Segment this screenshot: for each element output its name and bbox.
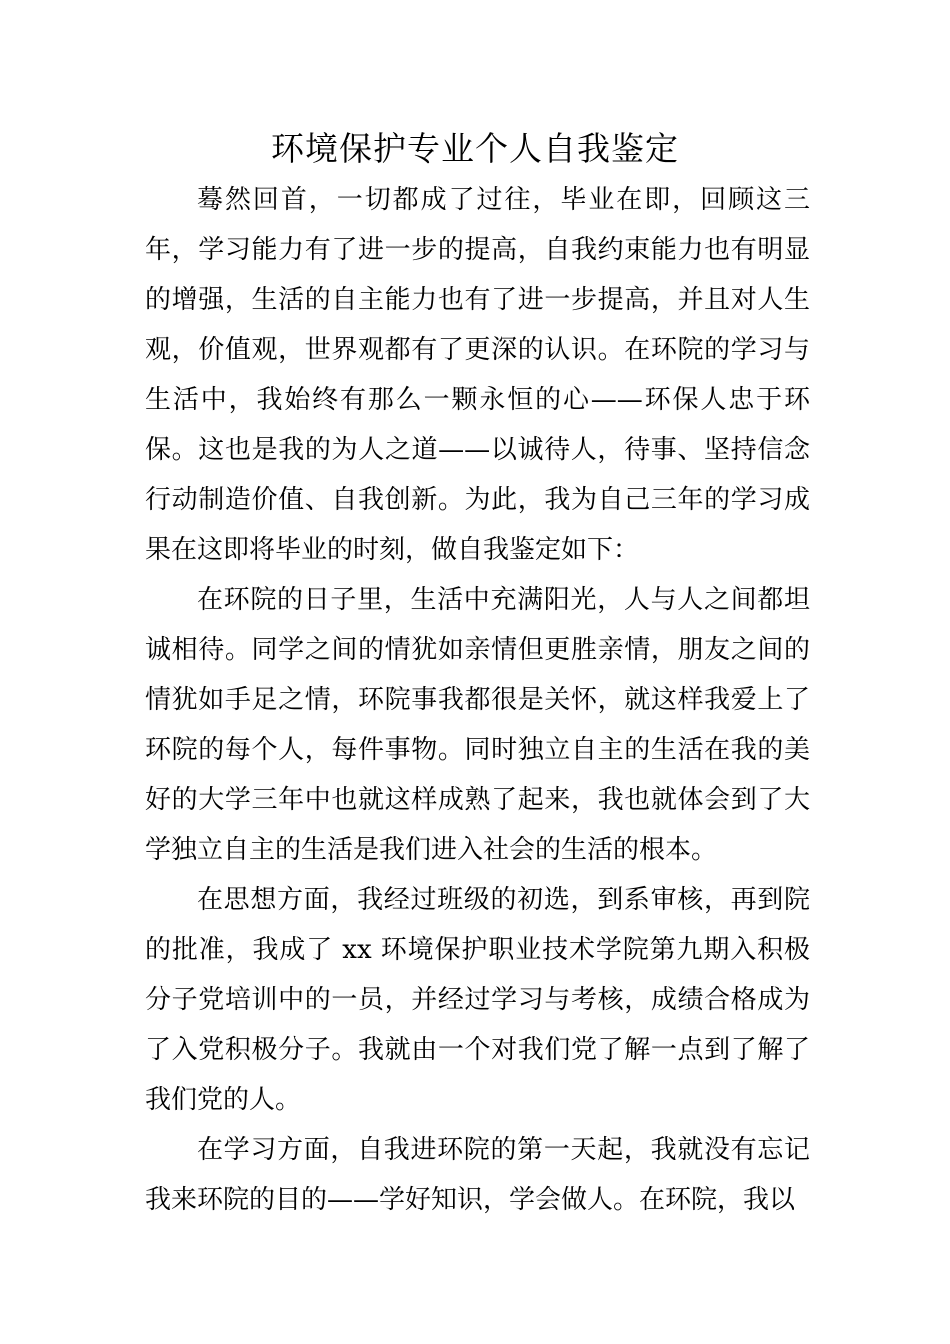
paragraph: 在学习方面，自我进环院的第一天起，我就没有忘记我来环院的目的——学好知识，学会做人。在环院，我以 [145,1135,810,1215]
paragraph: 在思想方面，我经过班级的初选，到系审核，再到院的批准，我成了 xx 环境保护职业技术学院第九期入积极分子党培训中的一员，并经过学习与考核，成绩合格成为了入党积极分子。我就由一个对我们党了解一点到了解了我们党的人。 [145,885,810,1115]
document-body [145,175,810,1225]
document-title: 环境保护专业个人自我鉴定 [271,129,679,168]
paragraph: 蓦然回首，一切都成了过往，毕业在即，回顾这三年，学习能力有了进一步的提高，自我约束能力也有明显的增强，生活的自主能力也有了进一步提高，并且对人生观，价值观，世界观都有了更深的认识。在环院的学习与生活中，我始终有那么一颗永恒的心——环保人忠于环保。这也是我的为人之道——以诚待人，待事、坚持信念行动制造价值、自我创新。为此，我为自己三年的学习成果在这即将毕业的时刻，做自我鉴定如下： [145,185,810,565]
paragraph: 在环院的日子里，生活中充满阳光，人与人之间都坦诚相待。同学之间的情犹如亲情但更胜亲情，朋友之间的情犹如手足之情，环院事我都很是关怀，就这样我爱上了环院的每个人，每件事物。同时独立自主的生活在我的美好的大学三年中也就这样成熟了起来，我也就体会到了大学独立自主的生活是我们进入社会的生活的根本。 [145,585,810,865]
